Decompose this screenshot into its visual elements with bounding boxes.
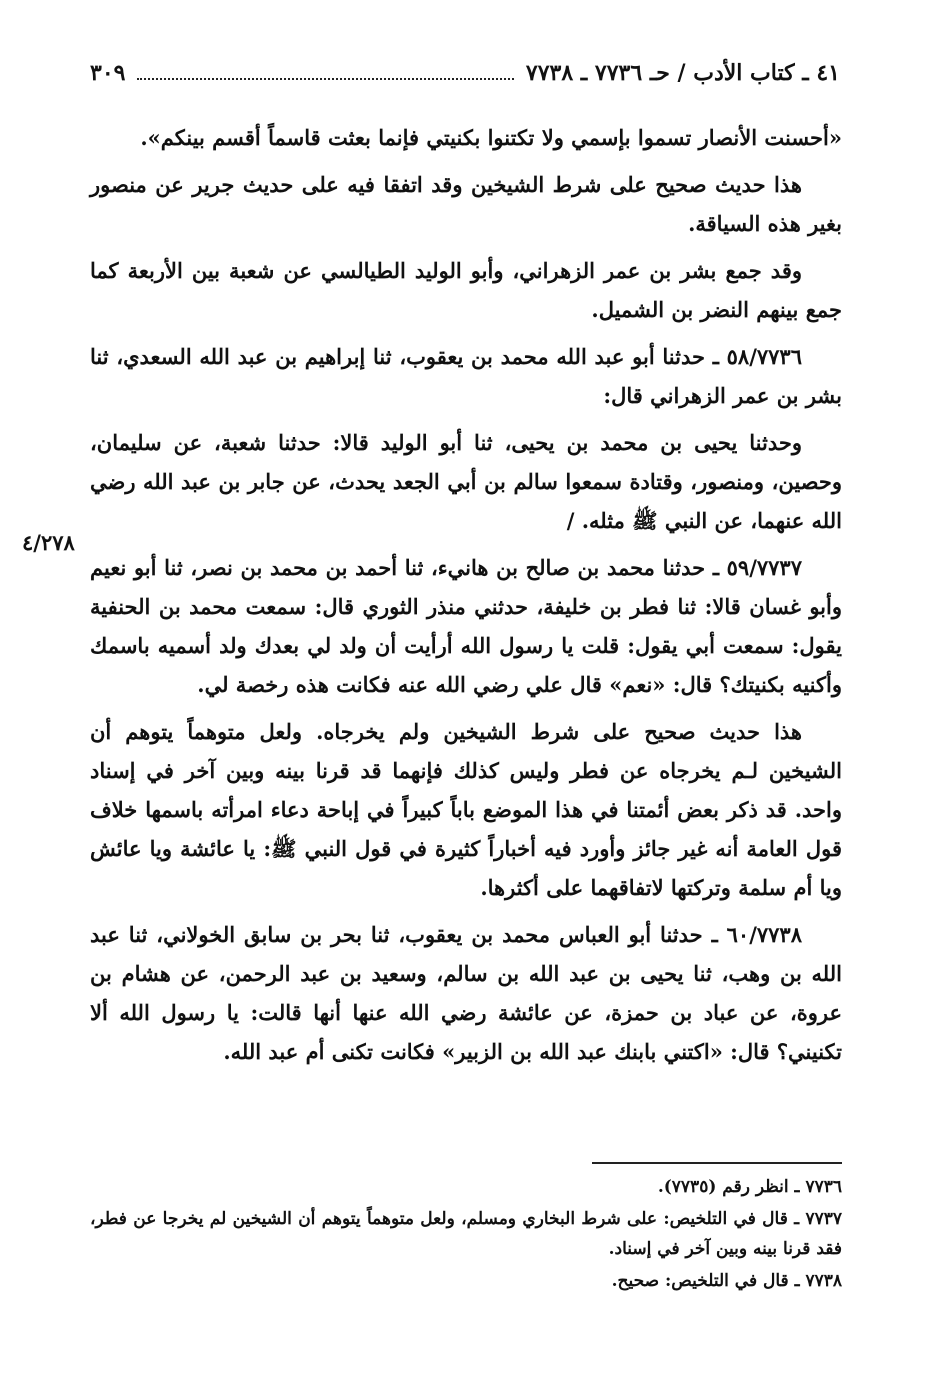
running-header xyxy=(90,60,840,100)
paragraph: «أحسنت الأنصار تسموا بإسمي ولا تكتنوا بكنيتي فإنما بعثت قاسماً أقسم بينكم». xyxy=(140,125,842,150)
main-text xyxy=(90,118,842,1079)
chapter-heading: ٤١ ـ كتاب الأدب / حـ ٧٧٣٦ ـ ٧٧٣٨ xyxy=(525,60,840,86)
footnote: ٧٧٣٧ ـ قال في التلخيص: على شرط البخاري ومسلم، ولعل متوهماً يتوهم أن الشيخين لم يخرجا عن فطر، فقد قرنا بينه وبين آخر في إسناد. xyxy=(90,1209,842,1259)
margin-reference: ٤/٢٧٨ xyxy=(22,530,75,555)
footnote-divider xyxy=(592,1162,842,1164)
dotted-leader xyxy=(137,64,513,80)
footnotes xyxy=(90,1172,842,1298)
hadith-7738: ٦٠/٧٧٣٨ ـ حدثنا أبو العباس محمد بن يعقوب، ثنا بحر بن سابق الخولاني، ثنا عبد الله بن وهب، ثنا يحيى بن عبد الله بن سالم، وسعيد بن عبد الرحمن، عن هشام بن عروة، عن عباد بن حمزة، عن عائشة رضي الله عنها أنها قالت: يا رسول الله ألا تكنيني؟ قال: «اكتني بابنك عبد الله بن الزبير» فكانت تكنى أم عبد الله. xyxy=(90,922,842,1064)
hadith-7737: ٥٩/٧٧٣٧ ـ حدثنا محمد بن صالح بن هانيء، ثنا أحمد بن محمد بن نصر، ثنا أبو نعيم وأبو غسان قالا: ثنا فطر بن خليفة، حدثني منذر الثوري قال: سمعت محمد بن الحنفية يقول: سمعت أبي يقول: قلت يا رسول الله أرأيت أن ولد لي بعدك ولد أسميه باسمك وأكنيه بكنيتك؟ قال: «نعم» قال علي رضي الله عنه فكانت هذه رخصة لي. xyxy=(90,555,842,697)
footnote: ٧٧٣٦ ـ انظر رقم (٧٧٣٥). xyxy=(657,1177,842,1197)
page-number: ٣٠٩ xyxy=(90,60,126,86)
paragraph: وقد جمع بشر بن عمر الزهراني، وأبو الوليد الطيالسي عن شعبة بين الأربعة كما جمع بينهم النضر بن الشميل. xyxy=(90,258,842,322)
paragraph: هذا حديث صحيح على شرط الشيخين وقد اتفقا فيه على حديث جرير عن منصور بغير هذه السياقة. xyxy=(90,172,842,236)
paragraph: وحدثنا يحيى بن محمد بن يحيى، ثنا أبو الوليد قالا: حدثنا شعبة، عن سليمان، وحصين، ومنصور، وقتادة سمعوا سالم بن أبي الجعد يحدث، عن جابر بن عبد الله رضي الله عنهما، عن النبي ﷺ مثله. / xyxy=(90,430,842,533)
hadith-7736: ٥٨/٧٧٣٦ ـ حدثنا أبو عبد الله محمد بن يعقوب، ثنا إبراهيم بن عبد الله السعدي، ثنا بشر بن عمر الزهراني قال: xyxy=(90,344,842,408)
footnote: ٧٧٣٨ ـ قال في التلخيص: صحيح. xyxy=(611,1271,842,1291)
paragraph: هذا حديث صحيح على شرط الشيخين ولم يخرجاه. ولعل متوهماً يتوهم أن الشيخين لـم يخرجاه عن فطر وليس كذلك فإنهما قد قرنا بينه وبين آخر في إسناد واحد. قد ذكر بعض أئمتنا في هذا الموضع باباً كبيراً في إباحة دعاء امرأته باسمها خلاف قول العامة أنه غير جائز وأورد فيه أخباراً كثيرة في قول النبي ﷺ: يا عائشة ويا عائش ويا أم سلمة وتركتها لاتفاقهما على أكثرها. xyxy=(90,719,842,900)
